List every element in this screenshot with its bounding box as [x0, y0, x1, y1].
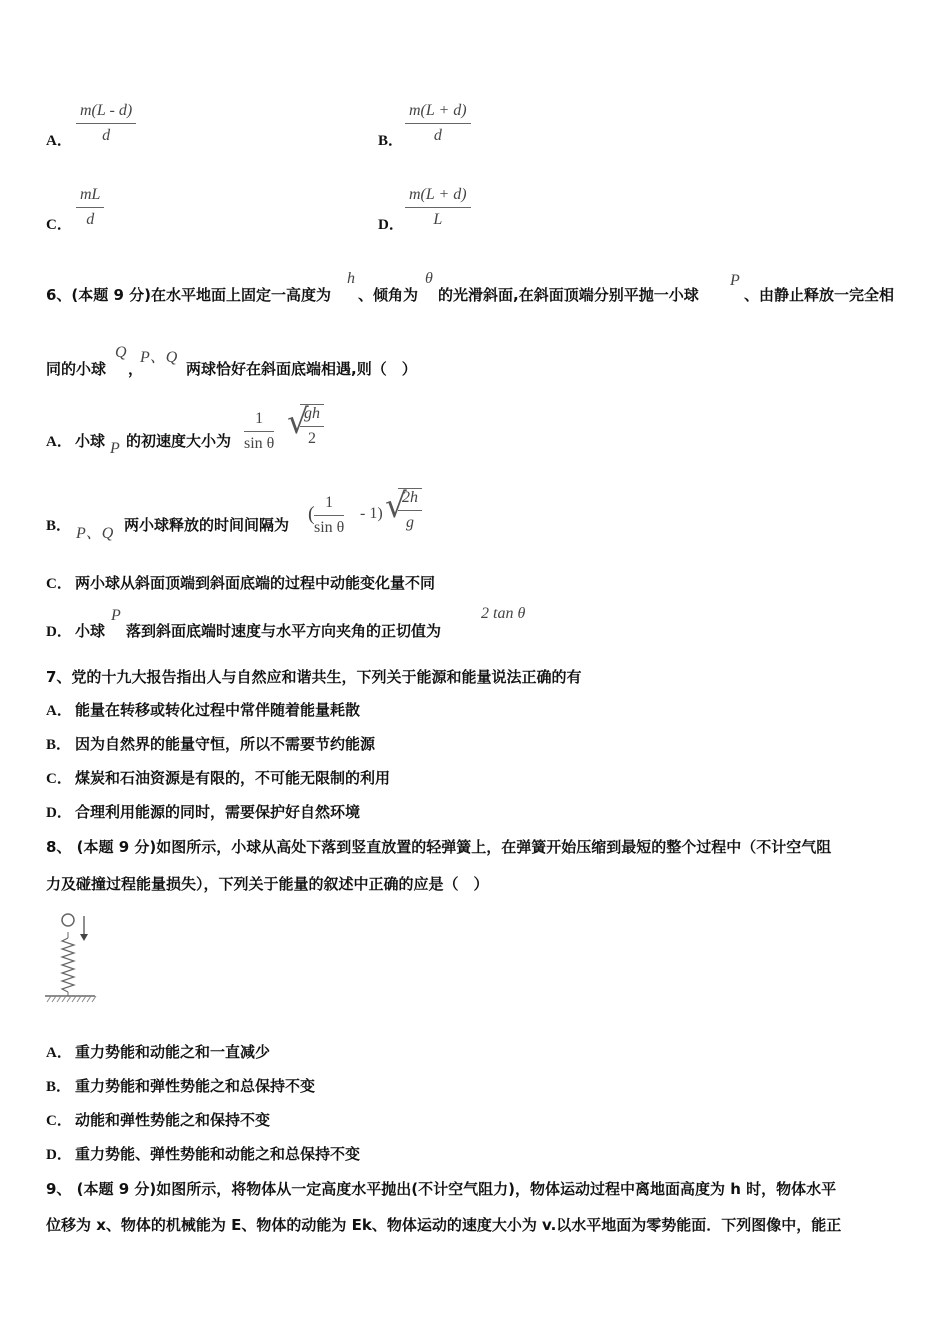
math-symbol: - 1): [360, 505, 383, 522]
q6-stem-part: 的光滑斜面,在斜面顶端分别平抛一小球: [438, 286, 699, 304]
option-text: 落到斜面底端时速度与水平方向夹角的正切值为: [126, 622, 442, 640]
option-label: B．: [46, 737, 72, 753]
math-symbol: P、Q: [140, 349, 178, 366]
ball-icon: [62, 914, 74, 926]
option-label: C．: [46, 1113, 72, 1129]
fraction-denominator: 2: [308, 430, 316, 447]
option-text: 因为自然界的能量守恒，所以不需要节约能源: [75, 735, 376, 753]
sqrt-icon: √: [287, 402, 309, 442]
option-label: A．: [46, 1045, 72, 1061]
option-text: 的初速度大小为: [126, 432, 232, 450]
fraction-numerator: 2h: [398, 489, 422, 511]
q6-stem-part: 、倾角为: [358, 286, 419, 304]
q6-stem-part: 6、(本题 9 分)在水平地面上固定一高度为: [46, 286, 332, 304]
q6-stem-part: 两球恰好在斜面底端相遇,则（ ）: [186, 360, 417, 378]
fraction: [405, 102, 471, 145]
option-label: A．: [46, 703, 72, 719]
math-symbol: Q: [115, 344, 127, 361]
fraction-numerator: 1: [244, 410, 274, 432]
math-symbol: P: [730, 272, 740, 289]
fraction: [244, 410, 274, 453]
q7-stem: 7、党的十九大报告指出人与自然应和谐共生，下列关于能源和能量说法正确的有: [46, 668, 582, 686]
fraction-denominator: d: [86, 211, 95, 228]
q6-stem-part: 、由静止释放一完全相: [744, 286, 895, 304]
option-label: C．: [46, 217, 72, 233]
option-text: 小球: [75, 622, 106, 640]
spring-icon: [62, 938, 74, 992]
fraction-denominator: g: [406, 514, 414, 531]
fraction-numerator: 1: [314, 494, 344, 516]
math-symbol: P: [111, 607, 121, 624]
math-symbol: P、Q: [76, 525, 114, 542]
math-symbol: h: [347, 270, 355, 287]
option-label: B．: [46, 1079, 72, 1095]
option-label: A．: [46, 434, 72, 450]
option-label: A．: [46, 133, 72, 149]
option-text: 煤炭和石油资源是有限的，不可能无限制的利用: [75, 769, 391, 787]
math-symbol: θ: [425, 270, 433, 287]
ground-hatch: [47, 996, 96, 1002]
q6-stem-part: ，: [128, 360, 144, 378]
math-symbol: P: [110, 440, 120, 457]
option-text: 动能和弹性势能之和保持不变: [75, 1111, 271, 1129]
spring-ball-figure: [42, 910, 98, 1004]
fraction: [314, 494, 344, 537]
option-text: 能量在转移或转化过程中常伴随着能量耗散: [75, 701, 361, 719]
fraction-numerator: m(L - d): [76, 102, 136, 124]
option-label: D．: [46, 1147, 72, 1163]
option-text: 两小球释放的时间间隔为: [124, 516, 290, 534]
option-text: 小球: [75, 432, 106, 450]
math-expression: 2 tan θ: [481, 605, 526, 622]
option-label: B．: [46, 518, 72, 534]
option-label: D．: [46, 624, 72, 640]
fraction-denominator: d: [102, 127, 111, 144]
q6-stem-part: 同的小球: [46, 360, 107, 378]
sqrt-fraction: [398, 488, 422, 532]
sqrt-fraction: [300, 404, 324, 448]
option-text: 重力势能、弹性势能和动能之和总保持不变: [75, 1145, 361, 1163]
paren: (: [308, 503, 315, 525]
fraction: [76, 102, 136, 145]
option-text: 重力势能和弹性势能之和总保持不变: [75, 1077, 316, 1095]
fraction-denominator: L: [433, 211, 443, 228]
arrow-down-icon: [80, 934, 88, 941]
fraction-denominator: sin θ: [314, 519, 345, 536]
fraction-numerator: gh: [300, 405, 324, 427]
fraction-numerator: mL: [76, 186, 104, 208]
fraction-denominator: sin θ: [244, 435, 275, 452]
q9-stem: 位移为 x、物体的机械能为 E、物体的动能为 Ek、物体运动的速度大小为 v.以水平地面为零势能面．下列图像中，能正: [46, 1216, 842, 1234]
option-label: C．: [46, 576, 72, 592]
option-label: B．: [378, 133, 404, 149]
option-text: 重力势能和动能之和一直减少: [75, 1043, 271, 1061]
fraction-numerator: m(L + d): [405, 186, 471, 208]
fraction-numerator: m(L + d): [405, 102, 471, 124]
option-label: C．: [46, 771, 72, 787]
option-label: D．: [378, 217, 404, 233]
q8-stem: 力及碰撞过程能量损失），下列关于能量的叙述中正确的应是（ ）: [46, 875, 489, 893]
fraction: [76, 186, 104, 229]
q8-stem: 8、 (本题 9 分)如图所示，小球从高处下落到竖直放置的轻弹簧上，在弹簧开始压缩到最短的整个过程中（不计空气阻: [46, 838, 832, 856]
q9-stem: 9、 (本题 9 分)如图所示，将物体从一定高度水平抛出(不计空气阻力)，物体运动过程中离地面高度为 h 时，物体水平: [46, 1180, 837, 1198]
fraction-denominator: d: [433, 127, 442, 144]
option-text: 两小球从斜面顶端到斜面底端的过程中动能变化量不同: [75, 574, 436, 592]
sqrt-icon: √: [385, 486, 407, 526]
option-text: 合理利用能源的同时，需要保护好自然环境: [75, 803, 361, 821]
option-label: D．: [46, 805, 72, 821]
fraction: [405, 186, 471, 229]
